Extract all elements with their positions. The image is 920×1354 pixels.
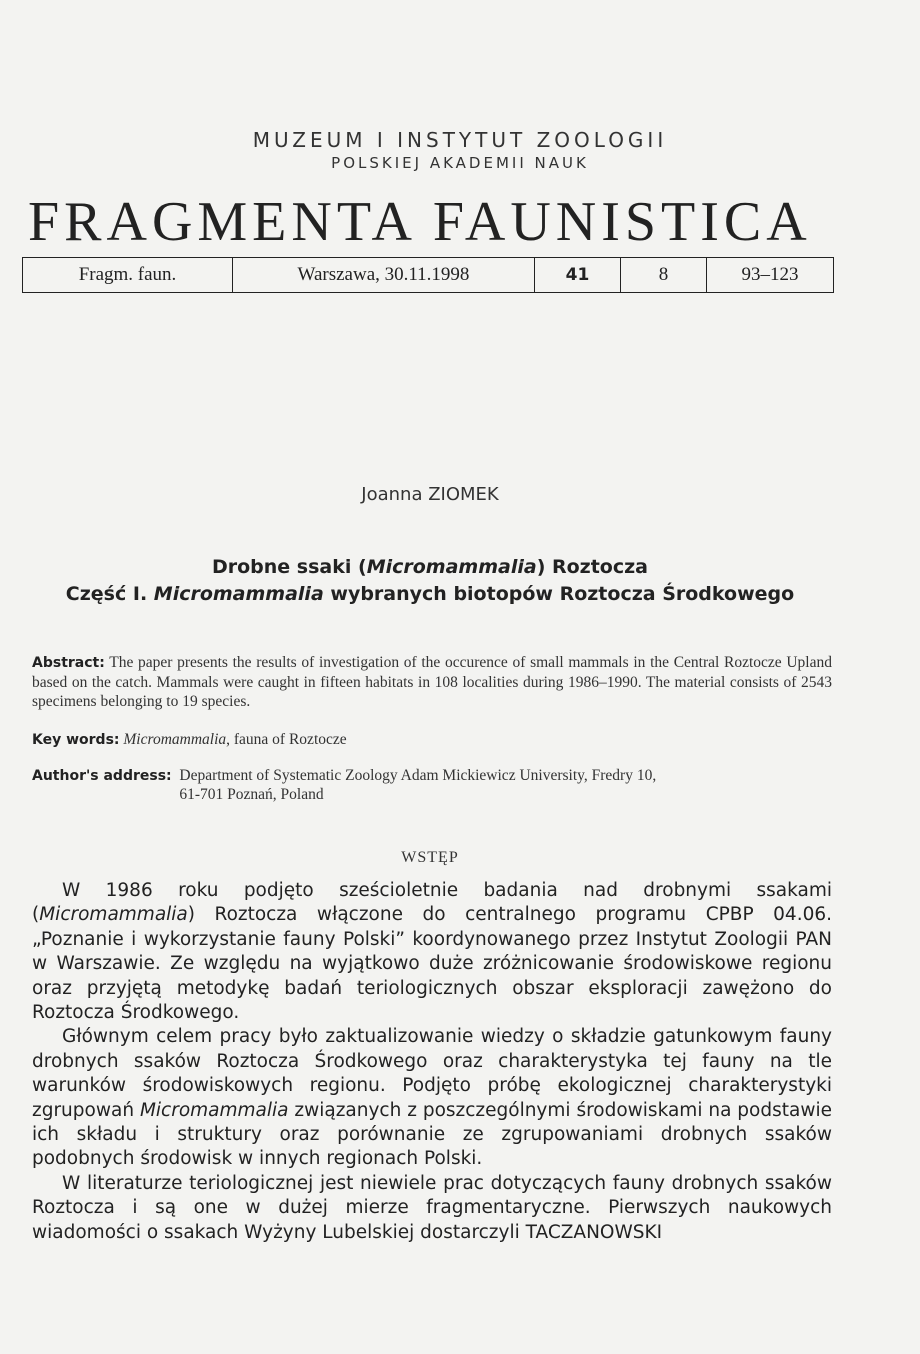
institution-name: MUZEUM I INSTYTUT ZOOLOGII bbox=[252, 128, 668, 152]
author-address bbox=[32, 766, 832, 804]
address-line1: Department of Systematic Zoology Adam Mickiewicz University, Fredry 10, bbox=[179, 767, 657, 784]
academy-name: POLSKIEJ AKADEMII NAUK bbox=[331, 154, 589, 172]
article-title-line1 bbox=[0, 556, 860, 578]
journal-title: FRAGMENTA FAUNISTICA bbox=[28, 191, 812, 253]
paragraph bbox=[32, 1025, 832, 1171]
keywords-text: , fauna of Roztocze bbox=[226, 731, 347, 748]
keywords-label: Key words: bbox=[32, 732, 120, 748]
paragraph-text: W 1986 roku podjęto sześcioletnie badania nad drobnymi ssakami ( bbox=[32, 880, 832, 926]
title-text: Część I. bbox=[65, 583, 154, 605]
section-heading: WSTĘP bbox=[401, 849, 459, 866]
taxon: Micromammalia bbox=[139, 1099, 289, 1121]
abstract-text: The paper presents the results of investigation of the occurence of small mammals in the Central Roztocze Upland based on the catch. Mammals were caught in fifteen habitats in 108 localities during 1986–1990. The material consists of 2543 specimens belonging to 19 species. bbox=[32, 654, 832, 710]
paragraph-text: związanych z poszczególnymi środowiskami na podstawie ich składu i struktury oraz porównanie ze zgrupowaniami drobnych ssaków podobnych środowisk w innych regionach Polski. bbox=[32, 1099, 832, 1170]
author-first-name: Joanna bbox=[361, 484, 429, 505]
author-surname: ZIOMEK bbox=[428, 484, 499, 505]
title-text: ) Roztocza bbox=[536, 556, 649, 578]
keyword-taxon: Micromammalia bbox=[123, 731, 227, 748]
citation-table bbox=[22, 257, 834, 293]
title-text: Drobne ssaki ( bbox=[211, 556, 367, 578]
taxon: Micromammalia bbox=[39, 904, 188, 926]
title-text: wybranych biotopów Roztocza Środkowego bbox=[323, 583, 795, 605]
paragraph: W literaturze teriologicznej jest niewiele prac dotyczących fauny drobnych ssaków Roztocza i są one w dużej mierze fragmentaryczne. Pierwszych naukowych wiadomości o ssakach Wyżyny Lubelskiej dostarczyli TACZANOWSKI bbox=[32, 1172, 832, 1243]
journal-abbrev: Fragm. faun. bbox=[23, 258, 233, 292]
page-range: 93–123 bbox=[741, 264, 799, 285]
paragraph bbox=[32, 879, 832, 1025]
address-line2: 61-701 Poznań, Poland bbox=[179, 786, 324, 803]
issue-number: 8 bbox=[621, 258, 707, 292]
abstract bbox=[32, 653, 832, 711]
place-date: Warszawa, 30.11.1998 bbox=[233, 258, 535, 292]
title-taxon: Micromammalia bbox=[366, 556, 537, 578]
title-taxon: Micromammalia bbox=[153, 583, 324, 605]
keywords bbox=[32, 730, 832, 750]
abstract-label: Abstract: bbox=[32, 655, 105, 671]
author bbox=[0, 484, 860, 505]
address-label: Author's address: bbox=[32, 768, 172, 784]
article-title-line2 bbox=[0, 583, 860, 605]
paragraph-text: ) Roztocza włączone do centralnego programu CPBP 04.06. „Poznanie i wykorzystanie fauny Polski” koordynowanego przez Instytut Zoologii PAN w Warszawie. Ze względu na wyjątkowo duże zróżnicowanie środowiskowe regionu oraz przyjętą metodykę badań teriologicznych obszar eksploracji zawężono do Roztocza Środkowego. bbox=[32, 904, 832, 1024]
volume: 41 bbox=[535, 258, 621, 292]
body-text bbox=[32, 879, 832, 1245]
paragraph-text: Głównym celem pracy było zaktualizowanie wiedzy o składzie gatunkowym fauny drobnych ssaków Roztocza Środkowego oraz charakterystyka tej fauny na tle warunków środowiskowych regionu. Podjęto próbę ekologicznej charakterystyki zgrupowań bbox=[32, 1026, 832, 1121]
